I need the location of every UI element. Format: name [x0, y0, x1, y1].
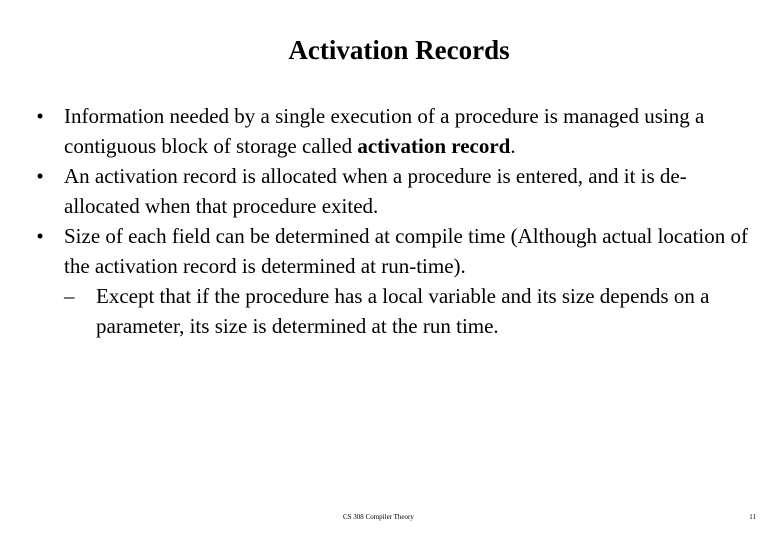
bullet-marker: •	[36, 224, 44, 248]
bullet-text-end: .	[510, 134, 516, 158]
bullet-list	[30, 101, 760, 341]
bullet-marker: •	[36, 164, 44, 188]
bullet-text-bold: activation record	[357, 134, 511, 158]
bullet-text: An activation record is allocated when a procedure is entered, and it is de-allocated when that procedure exited.	[64, 164, 687, 218]
bullet-item	[30, 221, 760, 281]
bullet-text: Size of each field can be determined at compile time (Although actual location of the activation record is determined at run-time).	[64, 224, 748, 278]
bullet-item	[30, 101, 760, 161]
sub-bullet-item	[30, 281, 760, 341]
sub-bullet-marker: –	[64, 284, 75, 308]
slide-title: Activation Records	[288, 35, 510, 65]
bullet-text: Information needed by a single execution of a procedure is managed using a contiguous block of storage called	[64, 104, 705, 158]
footer-course: CS 308 Compiler Theory	[343, 513, 414, 521]
page-number: 11	[749, 513, 756, 521]
sub-bullet-text: Except that if the procedure has a local variable and its size depends on a parameter, its size is determined at the run time.	[96, 284, 710, 338]
bullet-item	[30, 161, 760, 221]
bullet-marker: •	[36, 104, 44, 128]
